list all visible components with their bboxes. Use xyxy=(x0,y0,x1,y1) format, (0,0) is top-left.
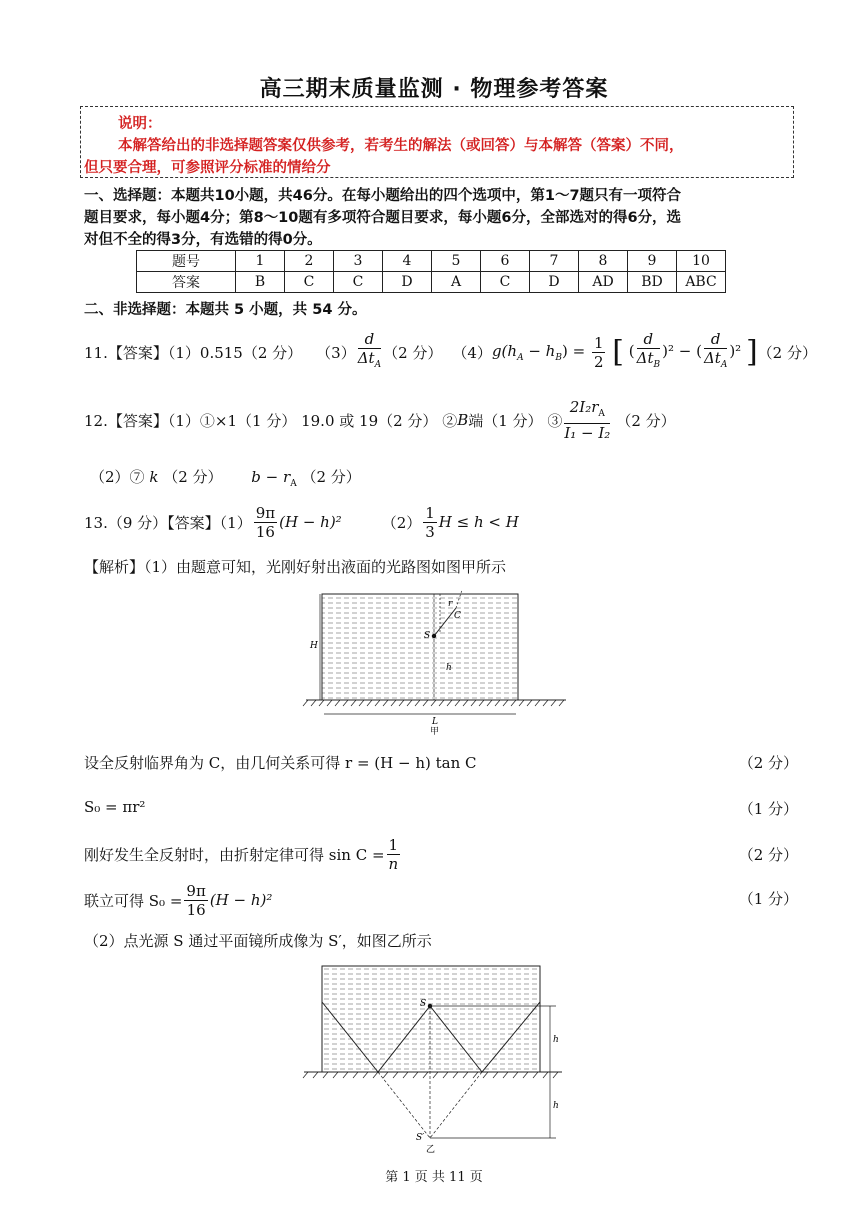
q11-fraction xyxy=(358,330,381,374)
table-row-numbers xyxy=(137,251,726,272)
q12-fraction xyxy=(564,398,610,442)
section1-line3: 对但不全的得3分，有选错的得0分。 xyxy=(84,232,322,248)
table-cell: BD xyxy=(628,272,677,293)
label-s-2: S xyxy=(420,999,427,1009)
step-4-frac xyxy=(184,882,207,919)
table-cell: D xyxy=(530,272,579,293)
q12-frac-den: I₁ − I₂ xyxy=(564,424,611,442)
q13-frac1-den: 16 xyxy=(255,522,275,541)
point-source xyxy=(432,634,436,638)
step-3-text: 刚好发生全反射时，由折射定律可得 sin C = xyxy=(84,845,385,864)
q13-analysis: 【解析】（1）由题意可知，光刚好射出液面的光路图如图甲所示 xyxy=(84,558,507,576)
table-header-answer: 答案 xyxy=(137,272,236,293)
page-footer: 第 1 页 共 11 页 xyxy=(385,1170,483,1185)
q12-k: k xyxy=(149,468,159,486)
q12-part2-score: （2 分） xyxy=(163,468,223,486)
step-2-score: （1 分） xyxy=(738,800,798,818)
q13-frac2-den: 3 xyxy=(425,522,435,541)
q12-part2: （2）⑦ xyxy=(90,468,145,486)
answer-table xyxy=(136,250,726,293)
table-cell: A xyxy=(432,272,481,293)
step-3-frac-num: 1 xyxy=(388,835,399,854)
q13-answer1-rest: (H − h)² xyxy=(279,513,342,531)
q11-part4-score: （2 分） xyxy=(757,343,817,362)
q12-expr: b − r xyxy=(251,468,291,486)
q11-part3: （3） xyxy=(316,343,356,362)
label-h-small: h xyxy=(446,663,452,673)
note-label: 说明： xyxy=(118,116,162,132)
table-cell: 1 xyxy=(236,251,285,272)
table-cell: AD xyxy=(579,272,628,293)
page-title: 高三期末质量监测 · 物理参考答案 xyxy=(259,77,609,102)
q12-score: （2 分） xyxy=(616,411,676,430)
step-4 xyxy=(84,878,272,922)
table-cell: 7 xyxy=(530,251,579,272)
table-cell: 8 xyxy=(579,251,628,272)
label-h-big: H xyxy=(310,641,318,651)
section2-heading: 二、非选择题：本题共 5 小题，共 54 分。 xyxy=(84,302,367,318)
step-4-frac-den: 16 xyxy=(186,900,206,919)
step-2: S₀ = πr² xyxy=(84,798,146,816)
table-row-answers xyxy=(137,272,726,293)
q13-answer2-rest: H ≤ h < H xyxy=(438,513,519,531)
figure-1-diagram xyxy=(296,586,576,736)
table-cell: 6 xyxy=(481,251,530,272)
q13-frac2-num: 1 xyxy=(425,503,435,522)
liquid-container-2 xyxy=(322,966,540,1072)
table-cell: C xyxy=(285,272,334,293)
q12-b-end: B xyxy=(457,411,469,429)
q13-part2-label: （2） xyxy=(381,513,422,532)
q11-part4-formula: $g(h_A - h_B)$ = $\frac{1}{2}$ [ ( $\frac{d}{\Delta t_B}$ )² − ( $\frac{d}{\Delta t_A}$ )² ] xyxy=(491,330,758,371)
label-s: S xyxy=(424,631,431,641)
step-3-frac-den: n xyxy=(388,854,399,873)
q11-line xyxy=(84,330,817,374)
table-cell: C xyxy=(481,272,530,293)
step-4-score: （1 分） xyxy=(738,890,798,908)
table-cell: ABC xyxy=(677,272,726,293)
section1-line1: 一、选择题：本题共10小题，共46分。在每小题给出的四个选项中，第1～7题只有一项符合 xyxy=(84,188,682,204)
q11-frac-sub: A xyxy=(374,360,382,370)
q11-frac-den: Δt xyxy=(357,349,375,367)
section1-line2: 题目要求，每小题4分；第8～10题有多项符合题目要求，每小题6分，全部选对的得6分，选 xyxy=(84,210,682,226)
label-l: L xyxy=(432,717,438,727)
q12-expr-sub: A xyxy=(290,479,297,489)
q11-part4-expr: g(h xyxy=(491,342,518,360)
q12-line1 xyxy=(84,398,676,442)
label-r: r xyxy=(448,599,453,609)
step-1: 设全反射临界角为 C，由几何关系可得 r = (H − h) tan C xyxy=(84,754,477,772)
label-c: C xyxy=(454,611,461,621)
figure-1-caption: 甲 xyxy=(430,727,440,736)
table-cell: 2 xyxy=(285,251,334,272)
figure-2-caption: 乙 xyxy=(426,1145,436,1155)
table-cell: D xyxy=(383,272,432,293)
step-4-frac-num: 9π xyxy=(186,881,206,900)
step-1-score: （2 分） xyxy=(738,754,798,772)
q13-line xyxy=(84,500,519,544)
table-cell: 5 xyxy=(432,251,481,272)
step-4-rest: (H − h)² xyxy=(209,891,273,909)
q11-prefix: 11.【答案】（1）0.515（2 分） xyxy=(84,343,303,362)
note-text-2: 但只要合理，可参照评分标准的情给分 xyxy=(84,160,331,176)
label-h-lower: h xyxy=(553,1101,559,1111)
figure-2-diagram xyxy=(300,962,570,1156)
step-3 xyxy=(84,832,402,876)
q12-text: 12.【答案】（1）①×1（1 分） 19.0 或 19（2 分） ② xyxy=(84,411,458,430)
label-s-prime: S′ xyxy=(416,1133,425,1143)
table-cell: 9 xyxy=(628,251,677,272)
q12-line2 xyxy=(90,466,361,489)
step-3-frac xyxy=(387,836,401,873)
q11-frac-num: d xyxy=(364,330,375,348)
q13-prefix: 13.（9 分）【答案】（1） xyxy=(84,513,252,532)
q12-frac-num-sub: A xyxy=(598,409,605,419)
ground-hatch-2 xyxy=(303,1072,558,1078)
q13-frac1-num: 9π xyxy=(255,503,276,522)
table-cell: 3 xyxy=(334,251,383,272)
ground-hatch xyxy=(303,700,564,706)
table-cell: 4 xyxy=(383,251,432,272)
table-cell: C xyxy=(334,272,383,293)
q13-frac2 xyxy=(423,504,437,541)
q12-frac-num: 2I₂r xyxy=(569,398,599,416)
note-text-1: 本解答给出的非选择题答案仅供参考，若考生的解法（或回答）与本解答（答案）不同， xyxy=(118,138,684,154)
q11-part4: （4） xyxy=(452,343,492,362)
liquid-container xyxy=(322,594,518,700)
table-cell: B xyxy=(236,272,285,293)
step-3-score: （2 分） xyxy=(738,846,798,864)
q12-b-end-rest: 端（1 分） ③ xyxy=(468,411,563,430)
q11-part3-score: （2 分） xyxy=(383,343,443,362)
q12-expr-score: （2 分） xyxy=(301,468,361,486)
q13-frac1 xyxy=(254,504,277,541)
table-header-number: 题号 xyxy=(137,251,236,272)
part2-text: （2）点光源 S 通过平面镜所成像为 S′，如图乙所示 xyxy=(84,932,432,950)
table-cell: 10 xyxy=(677,251,726,272)
label-h-upper: h xyxy=(553,1035,559,1045)
step-4-text: 联立可得 S₀ = xyxy=(84,891,183,910)
